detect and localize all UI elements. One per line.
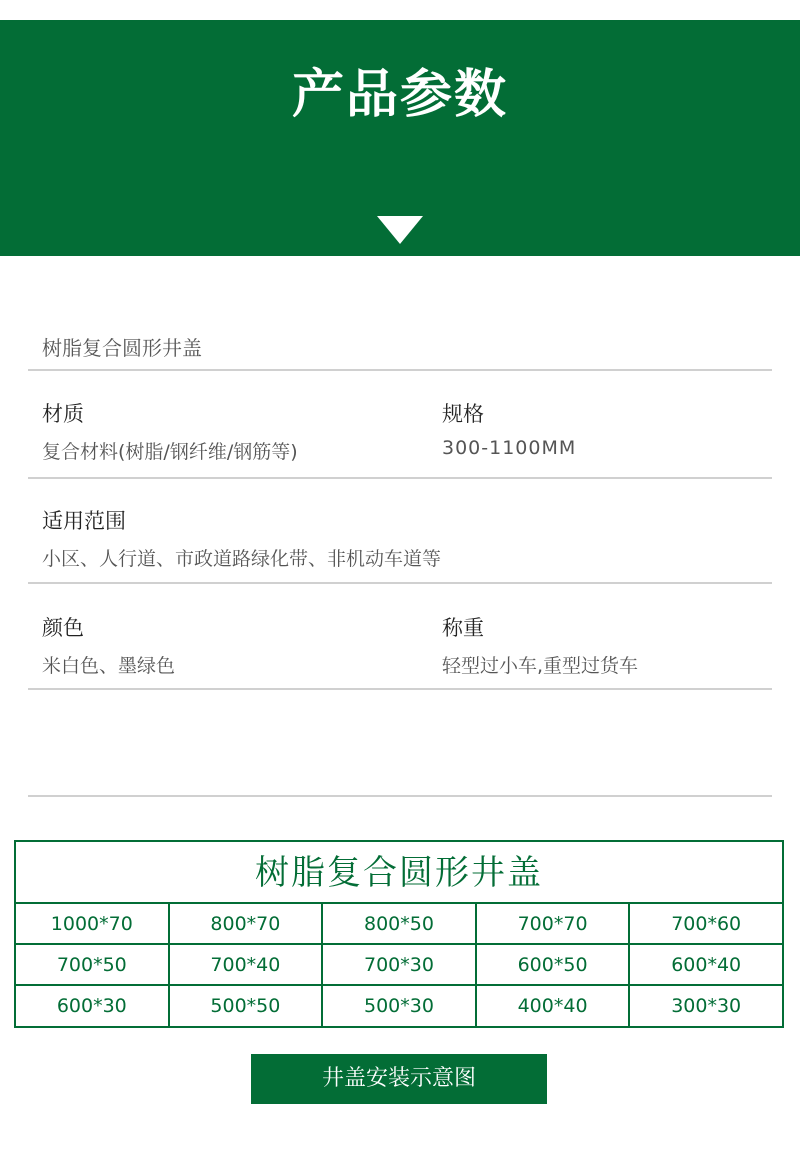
size-table <box>14 840 784 1028</box>
table-row <box>16 945 782 986</box>
install-diagram-button[interactable]: 井盖安装示意图 <box>251 1054 547 1104</box>
size-cell: 800*50 <box>323 904 477 943</box>
size-cell: 600*40 <box>671 954 742 976</box>
table-row <box>16 986 782 1027</box>
size-cell: 600*50 <box>477 945 631 984</box>
color-label: 颜色 <box>42 616 84 640</box>
color-value: 米白色、墨绿色 <box>42 655 176 677</box>
divider <box>28 477 772 479</box>
product-name: 树脂复合圆形井盖 <box>42 336 202 360</box>
table-row <box>16 904 782 945</box>
usage-value: 小区、人行道、市政道路绿化带、非机动车道等 <box>42 548 442 570</box>
size-cell: 700*40 <box>170 945 324 984</box>
size-cell: 500*50 <box>170 986 324 1027</box>
material-value: 复合材料(树脂/钢纤维/钢筋等) <box>42 441 298 463</box>
size-cell: 1000*70 <box>16 904 170 943</box>
size-cell: 700*50 <box>16 945 170 984</box>
load-value: 轻型过小车,重型过货车 <box>442 655 639 677</box>
size-cell: 700*60 <box>671 913 742 935</box>
load-label: 称重 <box>442 616 484 640</box>
divider <box>28 688 772 690</box>
divider <box>28 369 772 371</box>
usage-label: 适用范围 <box>42 509 126 533</box>
size-cell: 700*70 <box>477 904 631 943</box>
size-cell: 800*70 <box>170 904 324 943</box>
size-label: 规格 <box>442 402 484 426</box>
size-cell: 600*30 <box>16 986 170 1027</box>
size-cell: 400*40 <box>477 986 631 1027</box>
size-table-title: 树脂复合圆形井盖 <box>16 842 782 904</box>
material-label: 材质 <box>42 402 84 426</box>
divider <box>28 582 772 584</box>
size-cell: 500*30 <box>323 986 477 1027</box>
banner-title: 产品参数 <box>291 65 508 125</box>
down-arrow-icon <box>377 216 423 244</box>
size-cell: 300*30 <box>671 995 742 1017</box>
divider <box>28 795 772 797</box>
size-value: 300-1100MM <box>442 437 577 459</box>
header-banner <box>0 20 800 256</box>
size-cell: 700*30 <box>323 945 477 984</box>
